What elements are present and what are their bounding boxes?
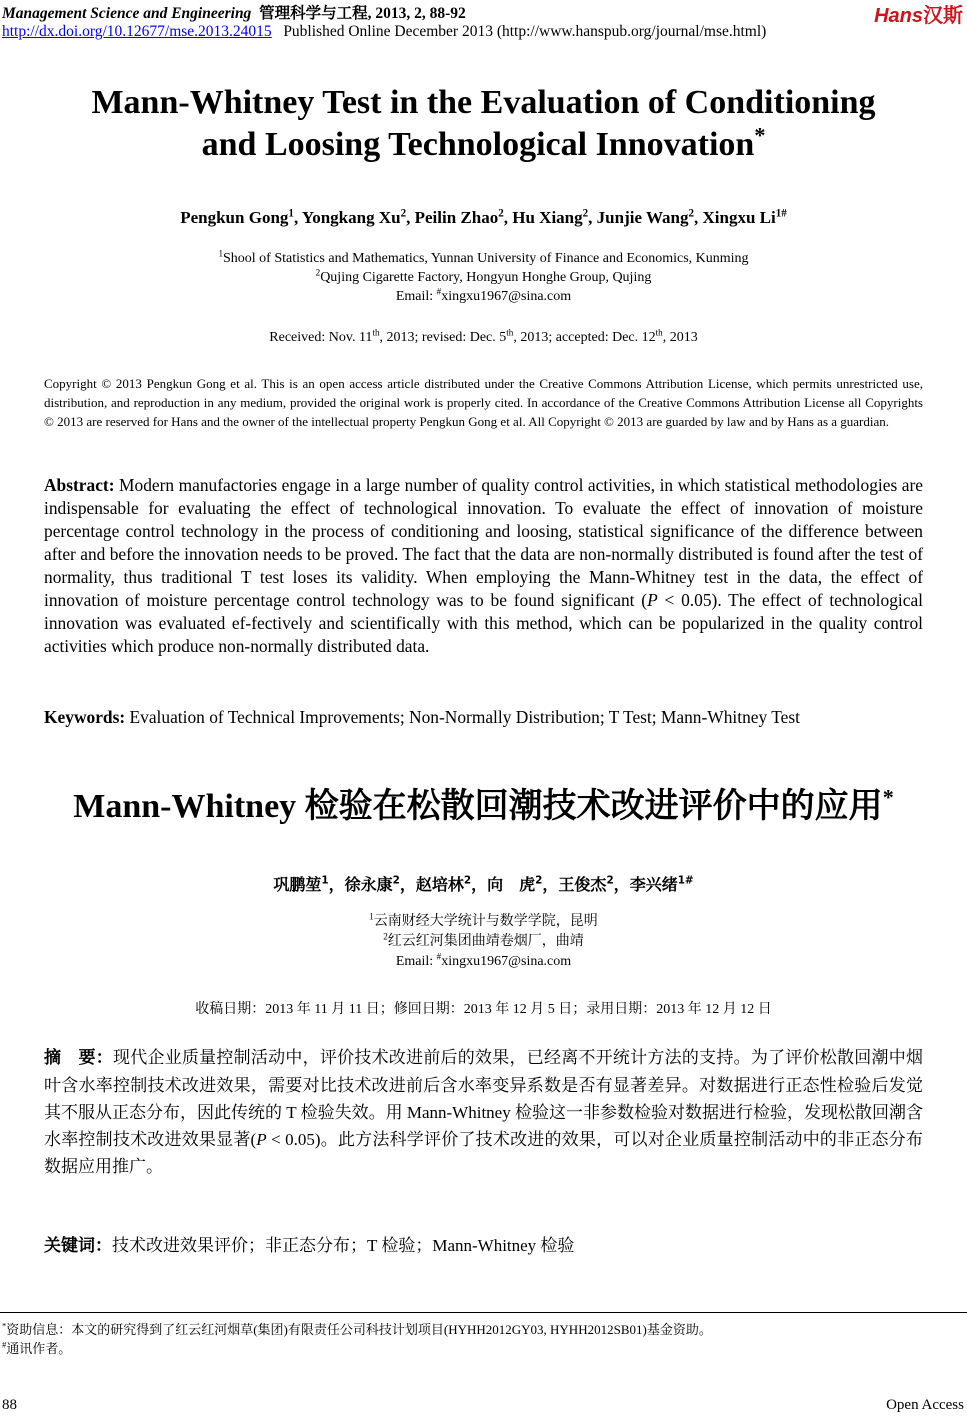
doi-link[interactable]: http://dx.doi.org/10.12677/mse.2013.24015	[2, 23, 272, 40]
keywords-cn: 关键词：技术改进效果评价；非正态分布；T 检验；Mann-Whitney 检验	[44, 1236, 575, 1256]
received-en: Received: Nov. 11th, 2013; revised: Dec. 5th, 2013; accepted: Dec. 12th, 2013	[269, 327, 698, 345]
published-info: Published Online December 2013 (http://www.hanspub.org/journal/mse.html)	[283, 23, 767, 40]
author: Junjie Wang$^2$	[596, 207, 694, 227]
author: 赵培林$^2$	[415, 874, 472, 894]
authors-en: Pengkun Gong$^1$, Yongkang Xu$^2$, Peilin Zhao$^2$, Hu Xiang$^2$, Junjie Wang$^2$, Xingxu $Li^{1\#}$	[180, 207, 787, 227]
author: Pengkun Gong$^1$	[180, 207, 294, 227]
copyright: Copyright © 2013 Pengkun Gong et al. This is an open access article distributed under the Creative Commons Attribution License, which permits unrestricted use, distribution, and reproduction in any medium, provided the original work is properly cited. In accordance of the Creative Commons Attribution License all Copyrights © 2013 are reserved for Hans and the owner of the intellectual property Pengkun Gong et al. All Copyright © 2013 are guarded by law and by Hans as a guardian.	[44, 376, 923, 429]
doi-line	[2, 23, 766, 41]
author: Peilin Zhao$^2$	[414, 207, 504, 227]
received-cn: 收稿日期：2013 年 11 月 11 日；修回日期：2013 年 12 月 5 日；录用日期：2013 年 12 月 12 日	[195, 1002, 772, 1017]
author: 徐永康$^2$	[344, 874, 400, 894]
email: xingxu1967@sina.com	[441, 289, 572, 304]
keywords-en: Keywords: Evaluation of Technical Improvements; Non-Normally Distribution; T Test; Mann-Whitney Test	[44, 707, 800, 727]
footnotes: *资助信息：本文的研究得到了红云红河烟草(集团)有限责任公司科技计划项目(HYHH2012GY03, HYHH2012SB01)基金资助。 #通讯作者。	[2, 1320, 712, 1356]
page-number: 88	[2, 1397, 17, 1413]
authors-cn: 巩鹏堃$^1$，徐永康$^2$，赵培林$^2$，向 虎$^2$，王俊杰$^2$，李兴绪$^{1\#}$	[273, 874, 694, 894]
title-en: Mann-Whitney Test in the Evaluation of Conditioning and Loosing Technological Innovation*	[91, 84, 876, 163]
open-access-label: Open Access	[886, 1397, 964, 1413]
abstract-en: Abstract: Modern manufactories engage in a large number of quality control activities, in which statistical methodologies are indispensable for evaluating the effect of technological innovation. To evaluate the effect of innovation of moisture percentage control technology in the process of conditioning and loosing, statistical significance of the difference between after and before the innovation needs to be proved. The fact that the data are non-normally distributed is found after the test of normality, thus traditional T test loses its validity. When employing the Mann-Whitney test in the data, the effect of innovation of moisture percentage control technology was to be found significant (P < 0.05). The effect of technological innovation was evaluated ef-fectively and scientifically with this method, which can be popularized in the quality control activities which produce non-normally distributed data.	[44, 475, 923, 656]
author: 王俊杰$^2$	[558, 874, 614, 894]
journal-header	[2, 1, 466, 23]
journal-name: Management Science and Engineering	[2, 5, 252, 22]
footnote-rule	[0, 1312, 967, 1313]
title-cn: Mann-Whitney 检验在松散回潮技术改进评价中的应用*	[73, 784, 894, 825]
hans-logo: Hans汉斯	[874, 5, 963, 27]
author: Hu Xiang$^2$	[512, 207, 589, 227]
journal-cn: 管理科学与工程, 2013, 2, 88-92	[259, 5, 466, 22]
author: Xingxu $Li^{1\#}$	[702, 207, 787, 227]
affiliations-cn: $^1$云南财经大学统计与数学学院，昆明 $^2$红云红河集团曲靖卷烟厂，曲靖 Email: #xingxu1967@sina.com	[369, 911, 598, 969]
author: 李兴绪$^{1\#}$	[629, 874, 694, 894]
author: Yongkang Xu$^2$	[301, 207, 407, 227]
author: 向 虎$^2$	[487, 874, 543, 894]
abstract-cn: 摘 要：现代企业质量控制活动中，评价技术改进前后的效果，已经离不开统计方法的支持。为了评价松散回潮中烟叶含水率控制技术改进效果，需要对比技术改进前后含水率变异系数是否有显著差异。对数据进行正态性检验后发觉其不服从正态分布，因此传统的 T 检验失效。用 Mann-Whitney 检验这一非参数检验对数据进行检验，发现松散回潮含水率控制技术改进效果显著(P < 0.05)。此方法科学评价了技术改进的效果，可以对企业质量控制活动中的非正态分布数据应用推广。	[44, 1048, 924, 1176]
affiliations-en: $^1$Shool of Statistics and Mathematics, Yunnan University of Finance and Economics, Kunming $^2$Qujing Cigarette Factory, Hongyun Honghe Group, Qujing Email: #xingxu1967@sina.com	[218, 248, 749, 304]
author: 巩鹏堃$^1$	[273, 874, 329, 894]
